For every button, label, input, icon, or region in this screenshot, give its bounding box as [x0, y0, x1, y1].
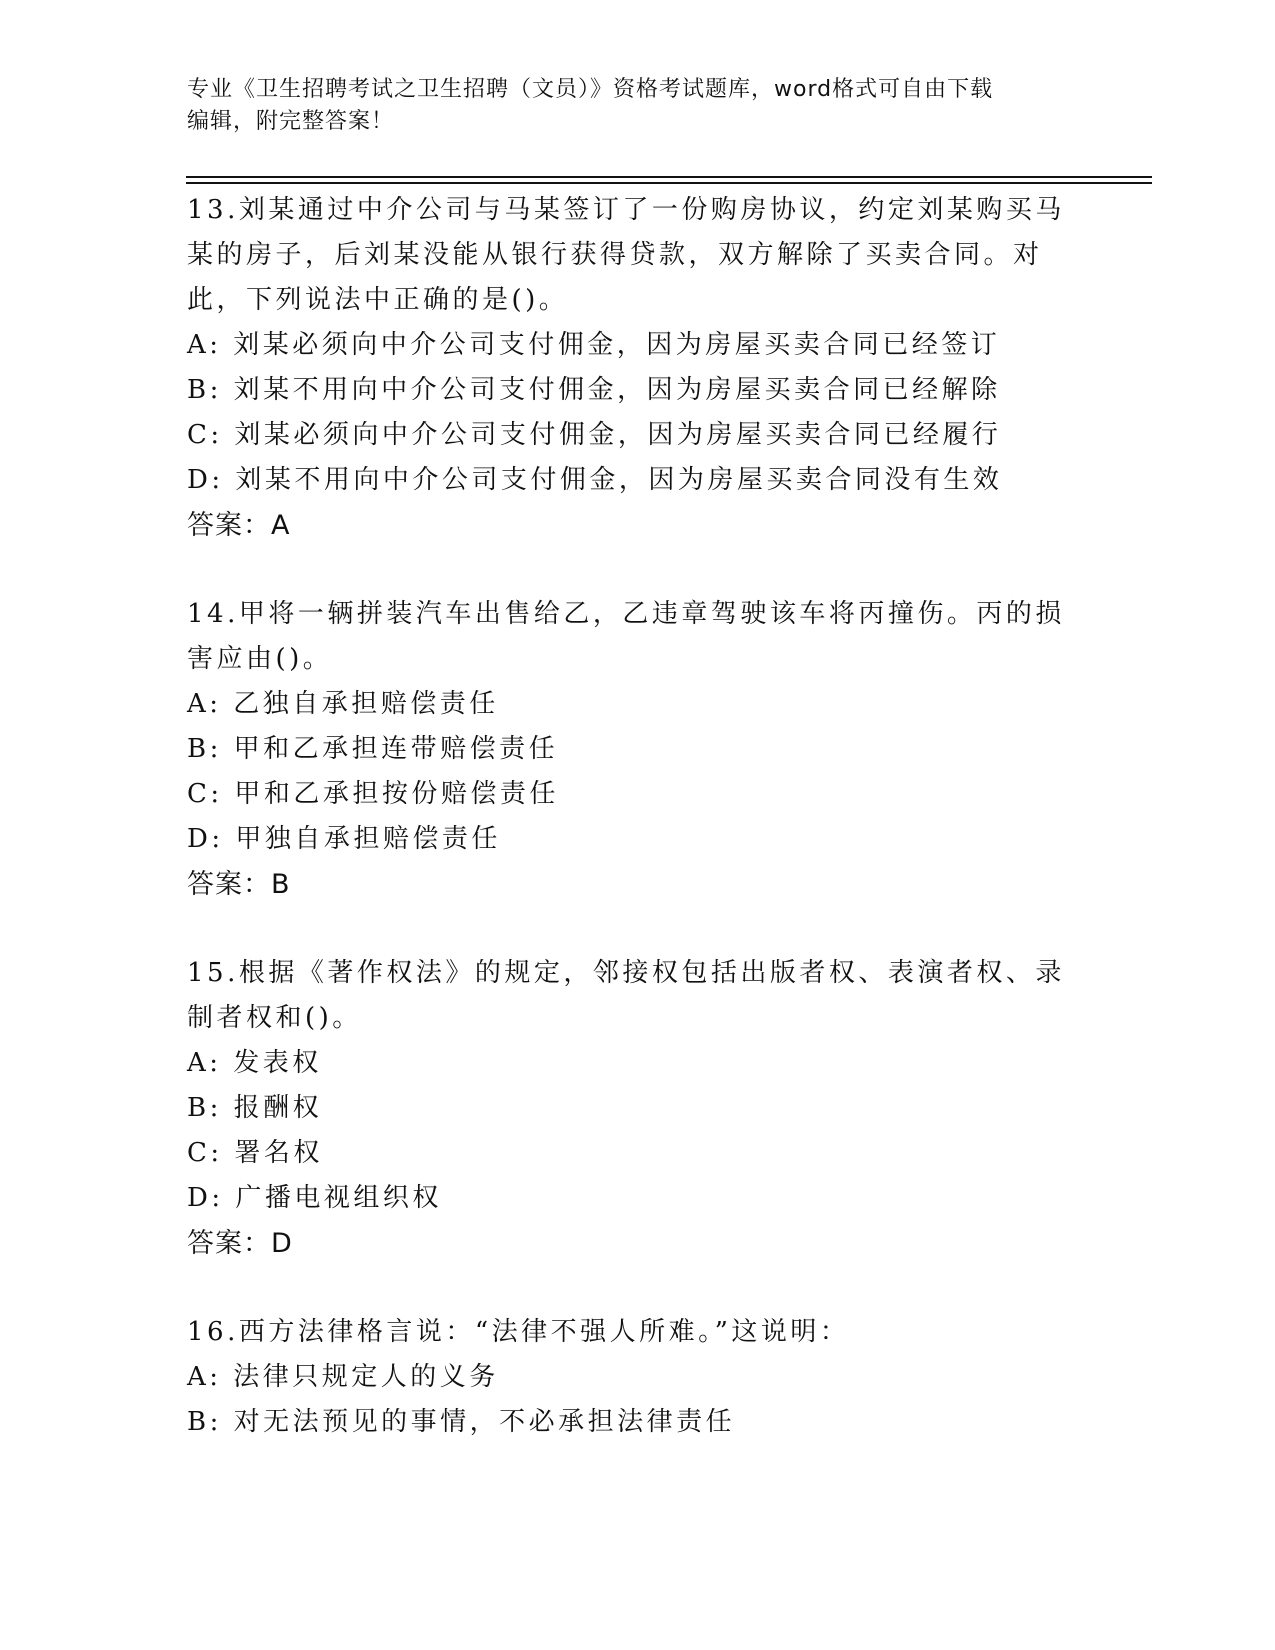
question-stem: 14.甲将一辆拼装汽车出售给乙，乙违章驾驶该车将丙撞伤。丙的损害应由()。: [187, 599, 1065, 674]
question-stem: 13.刘某通过中介公司与马某签订了一份购房协议，约定刘某购买马某的房子，后刘某没能从银行获得贷款，双方解除了买卖合同。对此，下列说法中正确的是()。: [187, 195, 1065, 315]
option-b: B: 报酬权: [187, 1093, 323, 1123]
answer-label: 答案：D: [187, 1228, 293, 1259]
header-line-1: 专业《卫生招聘考试之卫生招聘（文员）》资格考试题库，word格式可自由下载: [187, 77, 994, 102]
question-14: [187, 592, 1087, 907]
question-15: [187, 951, 1087, 1266]
question-13: [187, 188, 1087, 548]
question-16: [187, 1310, 1087, 1445]
answer-label: 答案：B: [187, 869, 291, 900]
question-list: [187, 188, 1087, 1489]
option-a: A: 乙独自承担赔偿责任: [187, 689, 499, 719]
option-a: A: 发表权: [187, 1048, 322, 1078]
option-b: B: 刘某不用向中介公司支付佣金，因为房屋买卖合同已经解除: [187, 375, 1001, 405]
option-d: D: 广播电视组织权: [187, 1183, 442, 1213]
header-line-2: 编辑，附完整答案！: [187, 109, 395, 134]
option-d: D: 甲独自承担赔偿责任: [187, 824, 501, 854]
option-a: A: 刘某必须向中介公司支付佣金，因为房屋买卖合同已经签订: [187, 330, 1001, 360]
option-c: C: 刘某必须向中介公司支付佣金，因为房屋买卖合同已经履行: [187, 420, 1002, 450]
header-rule-bottom: [186, 182, 1152, 184]
header-rule-top: [186, 176, 1152, 178]
answer-label: 答案：A: [187, 510, 291, 541]
option-a: A: 法律只规定人的义务: [187, 1362, 499, 1392]
option-c: C: 甲和乙承担按份赔偿责任: [187, 779, 559, 809]
option-c: C: 署名权: [187, 1138, 323, 1168]
question-stem: 16.西方法律格言说：“法律不强人所难。”这说明：: [187, 1317, 850, 1347]
option-b: B: 甲和乙承担连带赔偿责任: [187, 734, 559, 764]
option-b: B: 对无法预见的事情，不必承担法律责任: [187, 1407, 736, 1437]
document-header: [187, 74, 1067, 138]
question-stem: 15.根据《著作权法》的规定，邻接权包括出版者权、表演者权、录制者权和()。: [187, 958, 1065, 1033]
option-d: D: 刘某不用向中介公司支付佣金，因为房屋买卖合同没有生效: [187, 465, 1003, 495]
